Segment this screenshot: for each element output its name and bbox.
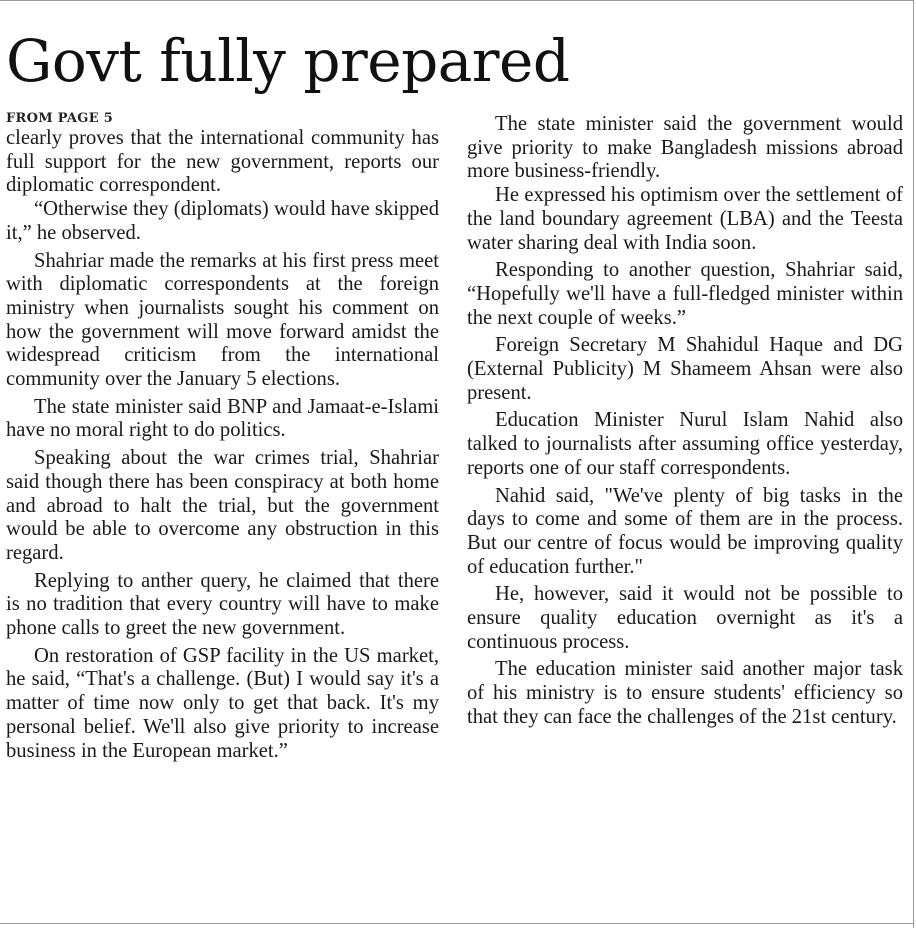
paragraph: He expressed his optimism over the settlement of the land boundary agreement (LBA) and the Teesta water sharing deal with India soon. (467, 184, 903, 254)
paragraph: He, however, said it would not be possible to ensure quality education overnight as it's a continuous process. (467, 583, 903, 653)
paragraph: The education minister said another major task of his ministry is to ensure students' efficiency so that they can face the challenges of the 21st century. (467, 658, 903, 728)
paragraph: clearly proves that the international community has full support for the new government, reports our diplomatic correspondent. (6, 127, 439, 197)
paragraph: The state minister said BNP and Jamaat-e-Islami have no moral right to do politics. (6, 395, 439, 442)
paragraph: On restoration of GSP facility in the US market, he said, “That's a challenge. (But) I would say it's a matter of time now only to get that back. It's my personal belief. We'll also give priority to increase business in the European market.” (6, 644, 439, 762)
paragraph: Education Minister Nurul Islam Nahid also talked to journalists after assuming office yesterday, reports one of our staff correspondents. (467, 409, 903, 479)
right-column (467, 113, 903, 730)
paragraph: Foreign Secretary M Shahidul Haque and DG (External Publicity) M Shameem Ahsan were also present. (467, 334, 903, 404)
paragraph: The state minister said the government would give priority to make Bangladesh missions abroad more business-friendly. (467, 113, 903, 183)
paragraph: Replying to anther query, he claimed that there is no tradition that every country will have to make phone calls to greet the new government. (6, 569, 439, 640)
paragraph: Responding to another question, Shahriar said, “Hopefully we'll have a full-fledged minister within the next couple of weeks.” (467, 259, 903, 329)
left-column (6, 112, 439, 763)
paragraph: Shahriar made the remarks at his first press meet with diplomatic correspondents at the foreign ministry when journalists sought his comment on how the government will move forward amidst the widespread criticism from the international community over the January 5 elections. (6, 249, 439, 391)
headline: Govt fully prepared (6, 27, 570, 95)
kicker: FROM PAGE 5 (6, 111, 114, 126)
paragraph: “Otherwise they (diplomats) would have skipped it,” he observed. (6, 198, 439, 244)
paragraph: Nahid said, "We've plenty of big tasks in the days to come and some of them are in the process. But our centre of focus would be improving quality of education further." (467, 484, 903, 578)
bottom-rule (0, 923, 914, 924)
paragraph: Speaking about the war crimes trial, Shahriar said though there has been conspiracy at both home and abroad to halt the trial, but the government would be able to overcome any obstruction in this regard. (6, 447, 439, 564)
